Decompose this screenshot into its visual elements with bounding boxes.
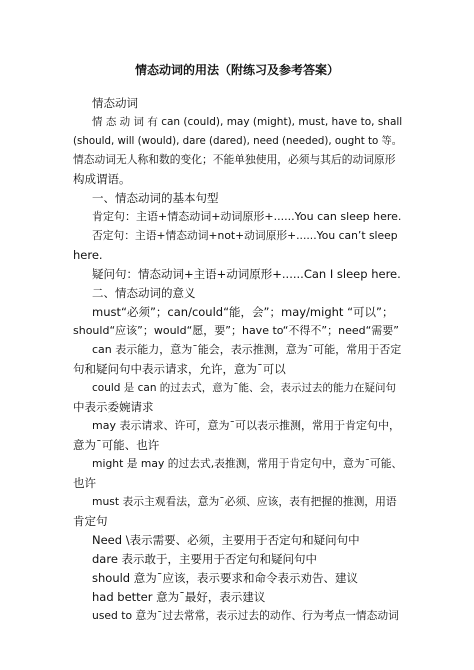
paragraph-line: 疑问句：情态动词+主语+动词原形+......Can I sleep here. (92, 267, 401, 281)
paragraph-line: must“必须”；can/could“能，会”；may/might “可以”； (92, 305, 394, 319)
section-heading-sentence-patterns: 一、情态动词的基本句型 (92, 191, 219, 205)
paragraph-line: might 是 may 的过去式,表推测，常用于肯定句中，意为¯可能、 (92, 457, 403, 470)
paragraph-line: could 是 can 的过去式，意为¯能、会，表示过去的能力在疑问句 (92, 382, 397, 394)
paragraph-line: can 表示能力，意为¯能会，表示推测，意为¯可能，常用于否定 (92, 343, 402, 356)
section-heading-meanings: 二、情态动词的意义 (92, 286, 196, 300)
paragraph-line: 否定句：主语+情态动词+not+动词原形+......You can’t sleep (92, 229, 398, 242)
paragraph-line: 情态动词无人称和数的变化；不能单独使用，必须与其后的动词原形 (73, 153, 396, 166)
paragraph-line: must 表示主观看法，意为¯必须、应该，表有把握的推测，用语 (92, 495, 397, 508)
paragraph-line: 情 态 动 词 有 can (could), may (might), must, have to, shall (92, 116, 403, 128)
paragraph-line: here. (73, 248, 103, 262)
paragraph-line: 也许 (73, 476, 96, 490)
paragraph-line: should 意为¯应该，表示要求和命令表示劝告、建议 (92, 571, 359, 585)
paragraph-line: 句和疑问句中表示请求，允许，意为¯可以 (73, 362, 286, 376)
paragraph-line: 肯定句：主语+情态动词+动词原形+......You can sleep here. (92, 210, 402, 223)
paragraph-line: 肯定句 (73, 514, 108, 528)
paragraph-line: 意为¯可能、也许 (73, 438, 160, 452)
paragraph-line: used to 意为¯过去常常，表示过去的动作、行为考点一情态动词 (92, 609, 399, 622)
paragraph-line: (should, will (would), dare (dared), need (needed), ought to 等。 (73, 135, 403, 147)
paragraph-line: dare 表示敢于，主要用于否定句和疑问句中 (92, 552, 318, 566)
paragraph-line: should“应该”；would“愿，要”；have to“不得不”；need“需要” (73, 324, 399, 337)
paragraph-line: may 表示请求、许可，意为¯可以表示推测，常用于肯定句中， (92, 419, 400, 432)
section-heading-modal-verbs: 情态动词 (92, 96, 138, 110)
paragraph-line: 构成谓语。 (73, 172, 131, 186)
paragraph-line: 中表示委婉请求 (73, 400, 154, 414)
paragraph-line: had better 意为¯最好，表示建议 (92, 590, 266, 604)
paragraph-line: Need \表示需要、必须，主要用于否定句和疑问句中 (92, 533, 360, 547)
document-title: 情态动词的用法（附练习及参考答案） (134, 63, 339, 77)
